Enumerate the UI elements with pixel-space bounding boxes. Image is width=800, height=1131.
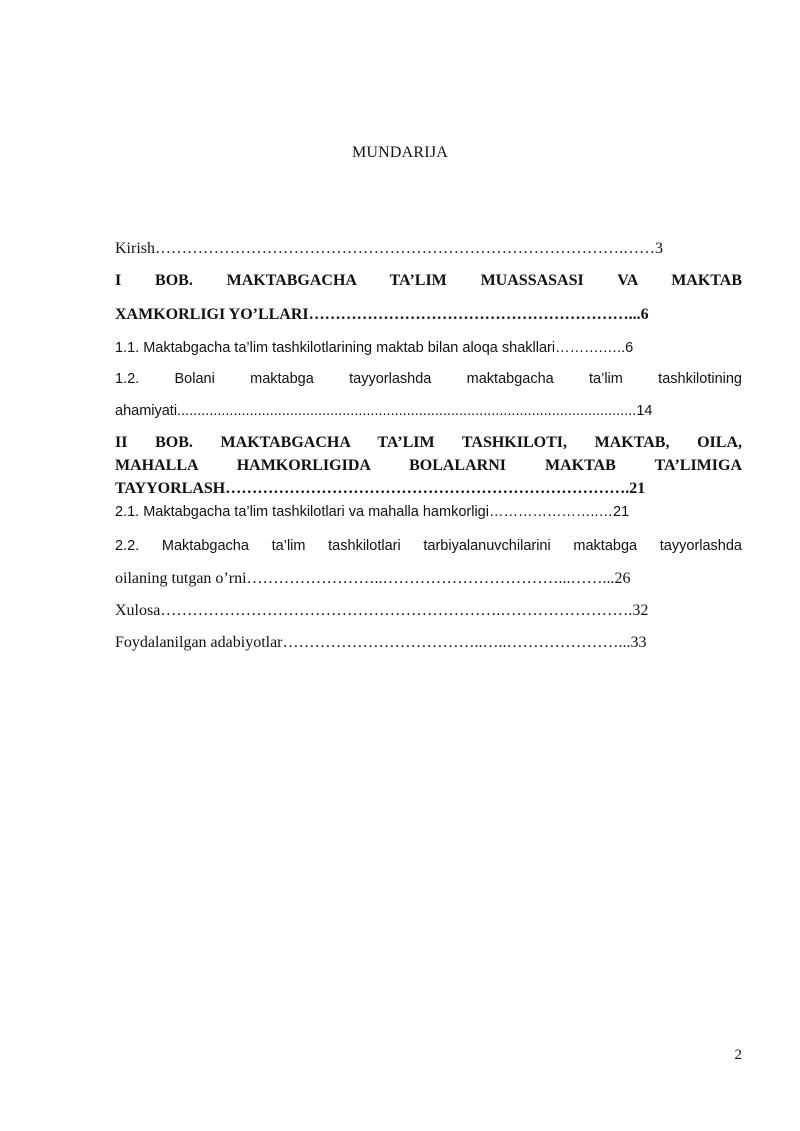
toc-entry-kirish: Kirish…………………………………………………………………………….……3 [115, 240, 663, 257]
toc-entry-1-1: 1.1. Maktabgacha ta’lim tashkilotlarining maktab bilan aloqa shakllari……….…..6 [115, 340, 634, 356]
toc-chapter-2-heading-line-1: II BOB. MAKTABGACHA TA’LIM TASHKILOTI, MAKTAB, OILA, [115, 434, 742, 451]
toc-chapter-1-heading-line-1: I BOB. MAKTABGACHA TA’LIM MUASSASASI VA MAKTAB [115, 272, 742, 289]
toc-entry-2-2-line-2: oilaning tutgan o’rni……………………..……………………………...……...26 [115, 570, 631, 587]
toc-entry-2-1: 2.1. Maktabgacha ta’lim tashkilotlari va mahalla hamkorligi…………………..…21 [115, 504, 630, 520]
toc-entry-xulosa: Xulosa……………………………………………………….…………………….32 [115, 602, 649, 619]
toc-chapter-2-heading-line-3: TAYYORLASH………………………………………………………………….21 [115, 480, 646, 497]
page-number: 2 [734, 1047, 742, 1063]
toc-chapter-2-heading-line-2: MAHALLA HAMKORLIGIDA BOLALARNI MAKTAB TA’LIMIGA [115, 457, 742, 474]
toc-entry-1-2-line-1: 1.2. Bolani maktabga tayyorlashda maktabgacha ta’lim tashkilotining [115, 371, 742, 387]
toc-entry-adabiyotlar: Foydalanilgan adabiyotlar………………………………..…..…………………...33 [115, 634, 647, 651]
page-title: MUNDARIJA [351, 144, 449, 161]
toc-entry-2-2-line-1: 2.2. Maktabgacha ta’lim tashkilotlari tarbiyalanuvchilarini maktabga tayyorlashda [115, 538, 742, 554]
toc-chapter-1-heading-line-2: XAMKORLIGI YO’LLARI……………………………………………………...6 [115, 306, 649, 323]
toc-entry-1-2-line-2: ahamiyati..................................................................................................................14 [115, 403, 653, 419]
